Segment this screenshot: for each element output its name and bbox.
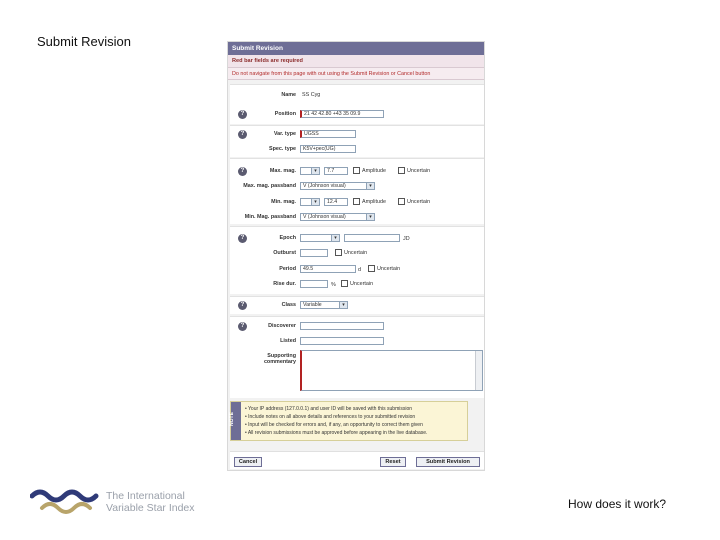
max-mag-passband-value: V (Johnson visual) (303, 183, 346, 189)
max-mag-passband-select[interactable] (300, 182, 375, 190)
spec-type-input[interactable]: K5V+pec(UG) (300, 145, 356, 153)
var-type-input[interactable]: UGSS (300, 130, 356, 138)
required-note-bar (228, 55, 484, 68)
form-header: Submit Revision (228, 42, 484, 55)
max-mag-input[interactable]: 7.7 (324, 167, 348, 175)
period-uncertain-checkbox[interactable] (368, 265, 375, 272)
help-icon[interactable]: ? (238, 130, 247, 139)
form-screenshot (227, 41, 485, 471)
rise-duration-label: Rise dur. (273, 281, 296, 287)
max-mag-passband-label: Max. mag. passband (243, 183, 296, 189)
max-mag-limit-select[interactable] (300, 167, 320, 175)
outburst-uncertain-checkbox[interactable] (335, 249, 342, 256)
name-label: Name (281, 92, 296, 98)
position-label: Position (274, 111, 296, 117)
textarea-scrollbar[interactable] (475, 351, 482, 390)
note-tab-label: NOTE (228, 412, 235, 426)
rise-duration-input[interactable] (300, 280, 328, 288)
required-note: Red bar fields are required (232, 58, 303, 64)
epoch-limit-select[interactable] (300, 234, 340, 242)
note-line: • Include notes on all above details and references to your submitted revision (245, 414, 416, 420)
note-line: • Input will be checked for errors and, if any, an opportunity to correct them given (245, 422, 423, 428)
epoch-unit: JD (403, 236, 410, 242)
position-input[interactable]: 21 42 42.80 +43 35 09.9 (300, 110, 384, 118)
min-mag-limit-select[interactable] (300, 198, 320, 206)
epoch-input[interactable] (344, 234, 400, 242)
submit-revision-button[interactable]: Submit Revision (416, 457, 480, 467)
logo-text (106, 490, 195, 514)
outburst-input[interactable] (300, 249, 328, 257)
help-icon[interactable]: ? (238, 234, 247, 243)
slide-footer: How does it work? (568, 497, 667, 511)
rise-duration-uncertain-label: Uncertain (350, 281, 374, 287)
note-box (230, 401, 468, 441)
chevron-down-icon: ▾ (331, 235, 339, 241)
button-bar (230, 451, 484, 469)
rise-duration-uncertain-checkbox[interactable] (341, 280, 348, 287)
help-icon[interactable]: ? (238, 167, 247, 176)
epoch-label: Epoch (279, 235, 296, 241)
class-value: Variable (303, 302, 322, 308)
var-type-label: Var. type (273, 131, 296, 137)
discoverer-input[interactable] (300, 322, 384, 330)
note-line: • Your IP address (127.0.0.1) and user ID will be saved with this submission (245, 406, 413, 412)
chevron-down-icon: ▾ (339, 302, 347, 308)
cancel-button[interactable]: Cancel (234, 457, 262, 467)
min-mag-label: Min. mag. (271, 199, 296, 205)
identity-panel (230, 84, 484, 124)
min-mag-uncertain-label: Uncertain (407, 199, 431, 205)
outburst-uncertain-label: Uncertain (344, 250, 368, 256)
max-mag-label: Max. mag. (269, 168, 296, 174)
min-mag-passband-label: Min. Mag. passband (244, 214, 296, 220)
type-panel (230, 125, 484, 157)
aavso-logo (30, 488, 210, 518)
help-icon[interactable]: ? (238, 322, 247, 331)
class-label: Class (281, 302, 296, 308)
min-mag-uncertain-checkbox[interactable] (398, 198, 405, 205)
supporting-commentary-textarea[interactable] (300, 350, 483, 391)
class-select[interactable] (300, 301, 348, 309)
max-mag-amplitude-label: Amplitude (362, 168, 386, 174)
outburst-label: Outburst (273, 250, 296, 256)
chevron-down-icon: ▾ (311, 168, 319, 174)
period-label: Period (279, 266, 296, 272)
note-tab (228, 402, 241, 440)
chevron-down-icon: ▾ (366, 183, 374, 189)
listed-input[interactable] (300, 337, 384, 345)
supporting-commentary-label (230, 353, 296, 365)
reset-button[interactable]: Reset (380, 457, 406, 467)
min-mag-amplitude-label: Amplitude (362, 199, 386, 205)
max-mag-uncertain-label: Uncertain (407, 168, 431, 174)
epoch-panel (230, 226, 484, 294)
min-mag-input[interactable]: 12.4 (324, 198, 348, 206)
name-value: SS Cyg (302, 92, 321, 98)
supporting-label-line2: commentary (263, 359, 296, 365)
min-mag-passband-select[interactable] (300, 213, 375, 221)
spec-type-label: Spec. type (269, 146, 296, 152)
period-uncertain-label: Uncertain (377, 266, 401, 272)
min-mag-amplitude-checkbox[interactable] (353, 198, 360, 205)
wave-logo-icon (30, 488, 102, 518)
chevron-down-icon: ▾ (366, 214, 374, 220)
rise-duration-unit: % (331, 282, 336, 288)
supporting-label-line1: Supporting (267, 353, 296, 359)
help-icon[interactable]: ? (238, 110, 247, 119)
class-panel (230, 296, 484, 314)
period-input[interactable]: 49.5 (300, 265, 356, 273)
min-mag-passband-value: V (Johnson visual) (303, 214, 346, 220)
slide-title: Submit Revision (37, 34, 131, 49)
help-icon[interactable]: ? (238, 301, 247, 310)
max-mag-amplitude-checkbox[interactable] (353, 167, 360, 174)
period-unit: d (358, 267, 361, 273)
logo-line-2: Variable Star Index (106, 502, 195, 514)
chevron-down-icon: ▾ (311, 199, 319, 205)
magnitude-panel (230, 158, 484, 224)
logo-line-1: The International (106, 490, 185, 502)
listed-label: Listed (280, 338, 296, 344)
max-mag-uncertain-checkbox[interactable] (398, 167, 405, 174)
note-line: • All revision submissions must be approved before appearing in the live database. (245, 430, 428, 436)
navigation-warning: Do not navigate from this page with out using the Submit Revision or Cancel button (228, 68, 484, 80)
discoverer-label: Discoverer (268, 323, 296, 329)
